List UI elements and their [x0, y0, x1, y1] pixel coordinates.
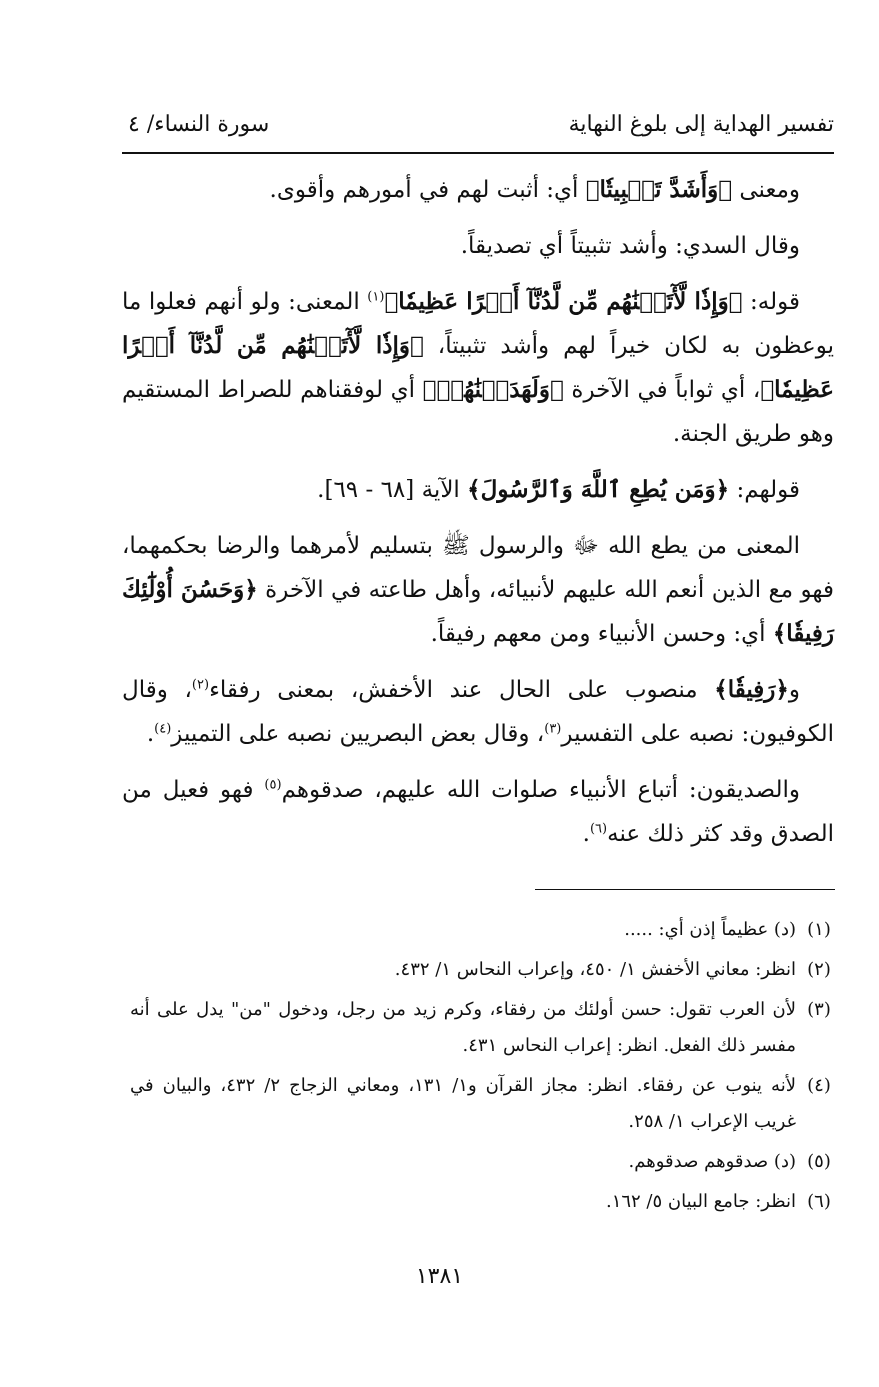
footnote-text: لأنه ينوب عن رفقاء. انظر: مجاز القرآن و١/ ١٣١، ومعاني الزجاج ٢/ ٤٣٢، والبيان في غريب الإعراب ١/ ٢٥٨.	[130, 1075, 796, 1132]
footnote-ref: (١)	[367, 289, 385, 305]
paragraph	[122, 468, 834, 512]
quran-quote: ﴿وَلَهَدَيۡنَٰهُمۡ﴾	[422, 376, 564, 403]
footnote	[130, 952, 842, 988]
footnote-text: انظر: جامع البيان ٥/ ١٦٢.	[605, 1191, 796, 1212]
surah-label: سورة النساء/ ٤	[128, 112, 270, 137]
text-segment: قولهم:	[729, 477, 800, 503]
paragraph	[122, 668, 834, 756]
main-text	[122, 168, 834, 868]
text-segment: .	[146, 721, 155, 747]
paragraph	[122, 168, 834, 212]
footnote-number: (٦)	[807, 1191, 831, 1212]
footnote-divider	[535, 889, 835, 890]
footnote-number: (٤)	[807, 1075, 831, 1096]
text-segment: ، وقال الكوفيون: نصبه على التفسير	[122, 677, 834, 747]
footnote	[130, 992, 842, 1064]
book-title: تفسير الهداية إلى بلوغ النهاية	[568, 112, 834, 137]
footnote-ref: (٢)	[191, 677, 210, 693]
quran-quote: ﴿وَأَشَدَّ تَثۡبِيتٗا﴾	[585, 176, 733, 203]
footnote-ref: (٥)	[264, 777, 282, 793]
running-header	[122, 108, 834, 154]
footnote-ref: (٦)	[589, 821, 608, 837]
text-segment: قوله:	[742, 289, 800, 315]
text-segment: ، أي ثواباً في الآخرة	[563, 377, 761, 403]
paragraph	[122, 280, 834, 456]
paragraph	[122, 224, 834, 268]
footnote	[130, 1068, 842, 1140]
page-number: ١٣٨١	[415, 1264, 464, 1289]
footnote-text: (د) عظيماً إذن أي: .....	[624, 919, 796, 940]
text-segment: والصديقون: أتباع الأنبياء صلوات الله عليهم، صدقوهم	[281, 777, 800, 803]
footnote-number: (٣)	[807, 999, 831, 1020]
footnote	[130, 1144, 842, 1180]
footnote-text: لأن العرب تقول: حسن أولئك من رفقاء، وكرم زيد من رجل، ودخول "من" يدل على أنه مفسر ذلك الفعل. انظر: إعراب النحاس ٤٣١.	[130, 999, 796, 1056]
paragraph	[122, 524, 834, 656]
text-segment: المعنى: ولو أنهم فعلوا ما يوعظون به لكان خيراً لهم وأشد تثبيتاً،	[122, 289, 834, 359]
paragraph	[122, 768, 834, 856]
text-segment: المعنى من يطع الله ﷻ والرسول ﷺ بتسليم لأمرهما والرضا بحكمهما، فهو مع الذين أنعم الله عليهم لأنبيائه، وأهل طاعته في الآخرة	[122, 533, 834, 603]
quran-quote: ﴿وَمَن يُطِعِ ٱللَّهَ وَٱلرَّسُولَ﴾	[467, 476, 730, 503]
text-segment: ومعنى	[732, 177, 800, 203]
quran-quote: ﴿رَفِيقٗا﴾	[714, 676, 789, 703]
text-segment: أي لوفقناهم للصراط المستقيم وهو طريق الجنة.	[122, 377, 834, 447]
footnote-ref: (٤)	[154, 721, 172, 737]
text-segment: فهو فعيل من الصدق وقد كثر ذلك عنه	[122, 777, 834, 847]
footnote-number: (٢)	[807, 959, 831, 980]
footnote-number: (١)	[807, 919, 831, 940]
footnote-number: (٥)	[807, 1151, 831, 1172]
text-segment: منصوب على الحال عند الأخفش، بمعنى رفقاء	[209, 677, 715, 703]
text-segment: ، وقال بعض البصريين نصبه على التمييز	[171, 721, 545, 747]
text-segment: أي: وحسن الأنبياء ومن معهم رفيقاً.	[430, 621, 773, 647]
text-segment: .	[582, 821, 590, 847]
footnote-text: انظر: معاني الأخفش ١/ ٤٥٠، وإعراب النحاس ١/ ٤٣٢.	[394, 959, 796, 980]
footnote	[130, 1184, 842, 1220]
quran-quote: ﴿وَحَسُنَ أُوْلَٰٓئِكَ رَفِيقٗا﴾	[122, 576, 834, 647]
text-segment: و	[788, 677, 800, 703]
text-segment: الآية [٦٨ - ٦٩].	[317, 477, 468, 503]
footnotes	[130, 912, 842, 1224]
quran-quote: ﴿وَإِذٗا لَّأٓتَيۡنَٰهُم مِّن لَّدُنَّآ أَجۡرًا عَظِيمٗا﴾	[122, 332, 834, 403]
footnote	[130, 912, 842, 948]
text-segment: أي: أثبت لهم في أمورهم وأقوى.	[269, 177, 586, 203]
footnote-text: (د) صدقوهم صدقوهم.	[628, 1151, 796, 1172]
text-segment: وقال السدي: وأشد تثبيتاً أي تصديقاً.	[460, 233, 800, 259]
quran-quote: ﴿وَإِذٗا لَّأٓتَيۡنَٰهُم مِّن لَّدُنَّآ أَجۡرًا عَظِيمٗا﴾	[384, 288, 743, 315]
footnote-ref: (٣)	[544, 721, 562, 737]
